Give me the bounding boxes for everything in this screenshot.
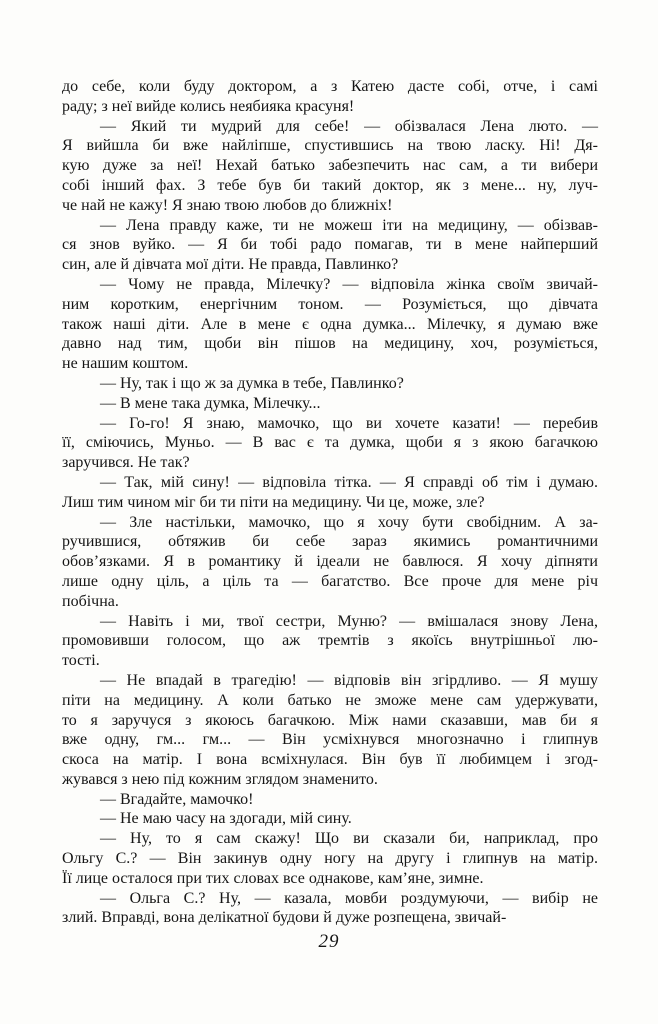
text-line: — Чому не правда, Мілечку? — відповіла жінка своїм звичай- bbox=[100, 275, 598, 293]
text-line: ся знов вуйко. — Я би тобі радо помагав, ти в мене найперший bbox=[62, 236, 598, 254]
text-line: її, сміючись, Муньо. — В вас є та думка, щоби я з якою багачкою bbox=[62, 434, 598, 452]
text-line: Її лице осталося при тих словах все однакове, кам’яне, зимне. bbox=[62, 869, 484, 887]
text-line: також наші діти. Але в мене є одна думка... Мілечку, я думаю вже bbox=[62, 315, 598, 333]
text-line: — Вгадайте, мамочко! bbox=[100, 790, 254, 808]
text-line: — Не маю часу на здогади, мій сину. bbox=[100, 810, 352, 828]
text-line: — Так, мій сину! — відповіла тітка. — Я справді об тім і думаю. bbox=[100, 473, 598, 491]
text-line: не нашим коштом. bbox=[62, 355, 189, 373]
text-line: лише одну ціль, а ціль та — багатство. Все проче для мене річ bbox=[62, 572, 598, 590]
text-line: Ольгу С.? — Він закинув одну ногу на другу і глипнув на матір. bbox=[62, 850, 598, 868]
page-text bbox=[62, 77, 598, 928]
text-line: собі інший фах. З тебе був би такий доктор, як з мене... ну, луч- bbox=[62, 176, 598, 194]
text-line: давно над тим, щоби він пішов на медицину, хоч, розуміється, bbox=[62, 335, 598, 353]
text-line: жувався з нею під кожним зглядом знаменито. bbox=[62, 770, 378, 788]
text-line: вже одну, гм... гм... — Він усміхнувся многозначно і глипнув bbox=[62, 731, 598, 749]
text-line: — В мене така думка, Мілечку... bbox=[100, 394, 321, 412]
text-line: злий. Вправді, вона делікатної будови й дуже розпещена, звичай- bbox=[62, 909, 507, 927]
text-line: побічна. bbox=[62, 592, 119, 610]
text-line: — Зле настільки, мамочко, що я хочу бути свобідним. А за- bbox=[100, 513, 598, 531]
text-line: — Ольга С.? Ну, — казала, мовби роздумуючи, — вибір не bbox=[100, 889, 598, 907]
text-line: — Який ти мудрий для себе! — обізвалася Лена люто. — bbox=[100, 117, 598, 135]
text-line: ним коротким, енергічним тоном. — Розуміється, що дівчата bbox=[62, 295, 598, 313]
text-line: — Не впадай в трагедію! — відповів він згірдливо. — Я мушу bbox=[100, 671, 598, 689]
text-line: — Лена правду каже, ти не можеш іти на медицину, — обізвав- bbox=[100, 216, 598, 234]
text-line: Лиш тим чином міг би ти піти на медицину. Чи це, може, зле? bbox=[62, 493, 485, 511]
text-line: — Го-го! Я знаю, мамочко, що ви хочете казати! — перебив bbox=[100, 414, 598, 432]
text-line: обов’язками. Я в романтику й ідеали не бавлюся. Я хочу діпняти bbox=[62, 553, 598, 571]
text-line: скоса на матір. І вона всміхнулася. Він був її любимцем і згод- bbox=[62, 751, 598, 769]
text-line: ручившися, обтяжив би себе зараз якимись романтичними bbox=[62, 533, 598, 551]
text-line: че най не кажу! Я знаю твою любов до ближніх! bbox=[62, 196, 393, 214]
text-line: піти на медицину. А коли батько не зможе мене сам удержувати, bbox=[62, 691, 598, 709]
text-line: заручився. Не так? bbox=[62, 454, 190, 472]
text-line: промовивши голосом, що аж тремтів з якоїсь внутрішньої лю- bbox=[62, 632, 598, 650]
text-line: Я вийшла би вже найліпше, спустившись на твою ласку. Ні! Дя- bbox=[62, 137, 598, 155]
text-line: син, але й дівчата мої діти. Не правда, Павлинко? bbox=[62, 256, 399, 274]
text-line: то я заручуся з якоюсь багачкою. Між нами сказавши, мав би я bbox=[62, 711, 598, 729]
text-line: тості. bbox=[62, 652, 100, 670]
text-line: раду; з неї вийде колись неябияка красуня! bbox=[62, 97, 355, 115]
text-line: — Навіть і ми, твої сестри, Муню? — вмішалася знову Лена, bbox=[100, 612, 598, 630]
text-line: до себе, коли буду доктором, а з Катею дасте собі, отче, і самі bbox=[62, 78, 598, 95]
page-number: 29 bbox=[318, 931, 340, 952]
text-line: — Ну, то я сам скажу! Що ви сказали би, наприклад, про bbox=[100, 830, 598, 848]
text-line: кую дуже за неї! Нехай батько забезпечить нас сам, а ти вибери bbox=[62, 157, 598, 175]
text-line: — Ну, так і що ж за думка в тебе, Павлинко? bbox=[100, 374, 404, 392]
